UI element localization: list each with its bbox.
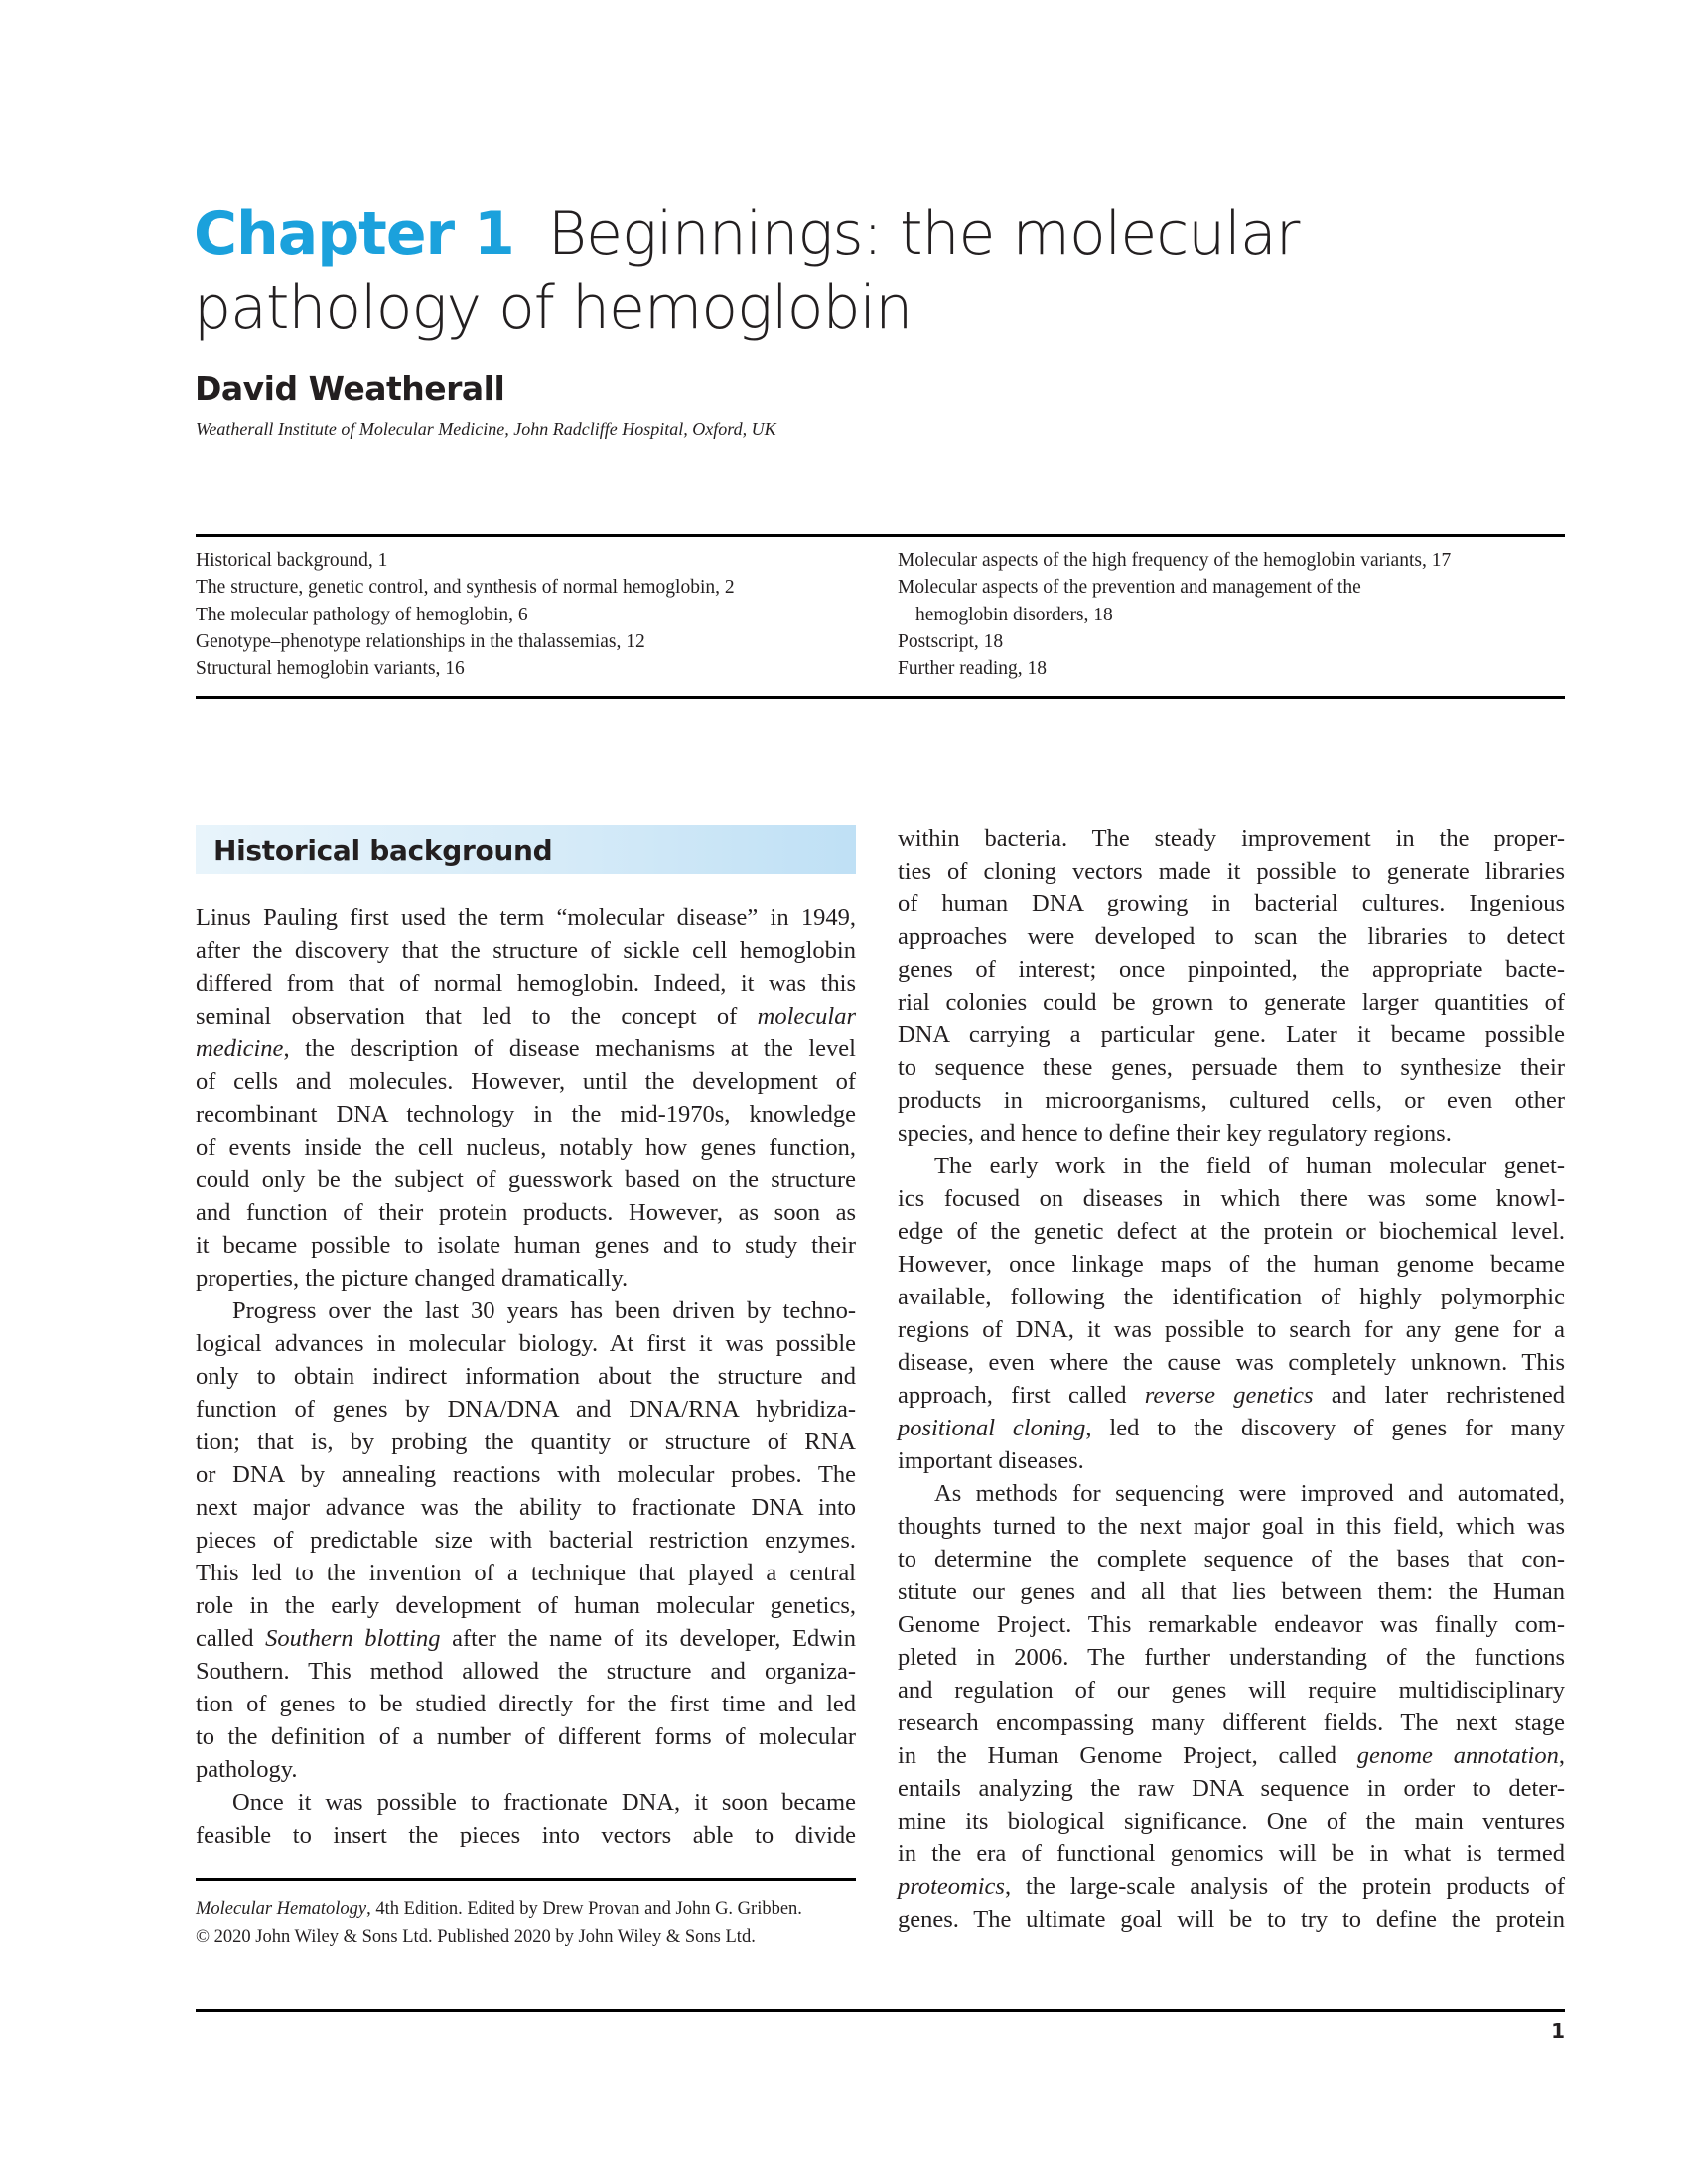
- body-text-line: [898, 1575, 1565, 1608]
- toc-bottom-rule: [196, 696, 1565, 699]
- body-text: available, following the identification of highly polymorphic: [898, 1284, 1565, 1310]
- body-text-line: [196, 1786, 856, 1819]
- body-text: Southern. This method allowed the structure and organiza-: [196, 1658, 856, 1685]
- body-text: , the large-scale analysis of the protein products of: [1004, 1873, 1565, 1900]
- body-text-line: [898, 1051, 1565, 1084]
- body-text-line: [196, 1655, 856, 1688]
- chapter-title-line-1: [194, 200, 1300, 269]
- body-text: in the Human Genome Project, called: [898, 1742, 1357, 1769]
- body-text: logical advances in molecular biology. At first it was possible: [196, 1330, 856, 1357]
- body-text: , the description of disease mechanisms at the level: [283, 1035, 856, 1062]
- body-text: This led to the invention of a technique that played a central: [196, 1560, 856, 1586]
- author-affiliation: Weatherall Institute of Molecular Medicine, John Radcliffe Hospital, Oxford, UK: [196, 419, 776, 439]
- body-text: Once it was possible to fractionate DNA, it soon became: [232, 1789, 856, 1816]
- chapter-number: Chapter 1: [194, 200, 514, 269]
- section-heading: Historical background: [213, 834, 553, 867]
- body-text-line: [898, 1248, 1565, 1281]
- page-bottom-rule: [196, 2009, 1565, 2012]
- body-text-line: [196, 1262, 856, 1295]
- body-text-line: [196, 1720, 856, 1753]
- body-text: stitute our genes and all that lies between them: the Human: [898, 1578, 1565, 1605]
- body-text-line: [898, 1739, 1565, 1772]
- body-text-line: [196, 1557, 856, 1589]
- body-text: research encompassing many different fields. The next stage: [898, 1709, 1565, 1736]
- body-text: approaches were developed to scan the libraries to detect: [898, 923, 1565, 950]
- body-text: after the discovery that the structure of sickle cell hemoglobin: [196, 937, 856, 964]
- footnote-line-1: [196, 1895, 802, 1923]
- body-text-line: [898, 1870, 1565, 1903]
- body-text-line: [196, 1098, 856, 1131]
- body-text-line: [196, 1000, 856, 1032]
- body-text-line: [196, 901, 856, 934]
- body-text-line: [898, 1379, 1565, 1412]
- chapter-title-text: Beginnings: the molecular: [547, 200, 1300, 269]
- toc-item[interactable]: The molecular pathology of hemoglobin, 6: [196, 604, 528, 625]
- body-text: thoughts turned to the next major goal in this field, which was: [898, 1513, 1565, 1540]
- page-number: 1: [1551, 2019, 1565, 2043]
- footnote-rule: [196, 1878, 856, 1881]
- emphasized-term: positional cloning: [898, 1415, 1086, 1441]
- body-text: However, once linkage maps of the human genome became: [898, 1251, 1565, 1278]
- body-text-line: [898, 1084, 1565, 1117]
- body-text-line: [196, 1688, 856, 1720]
- body-text-line: [898, 1215, 1565, 1248]
- body-text: and function of their protein products. However, as soon as: [196, 1199, 856, 1226]
- body-text: of events inside the cell nucleus, notably how genes function,: [196, 1134, 856, 1160]
- body-text-line: [898, 1150, 1565, 1182]
- toc-left-column: [196, 547, 735, 682]
- body-text-line: [196, 1065, 856, 1098]
- toc-item[interactable]: Molecular aspects of the high frequency of the hemoglobin variants, 17: [898, 550, 1452, 571]
- body-text: DNA carrying a particular gene. Later it became possible: [898, 1022, 1565, 1048]
- body-text-line: [898, 1477, 1565, 1510]
- toc-item[interactable]: The structure, genetic control, and synthesis of normal hemoglobin, 2: [196, 577, 735, 599]
- body-text-line: [898, 887, 1565, 920]
- body-text-line: [898, 953, 1565, 986]
- footnote-edition: , 4th Edition. Edited by Drew Provan and John G. Gribben.: [366, 1899, 802, 1919]
- body-text-line: [898, 1510, 1565, 1543]
- body-text: Linus Pauling first used the term “molecular disease” in 1949,: [196, 904, 856, 931]
- body-text: entails analyzing the raw DNA sequence in order to deter-: [898, 1775, 1565, 1802]
- emphasized-term: molecular: [757, 1003, 856, 1029]
- body-text: pleted in 2006. The further understanding of the functions: [898, 1644, 1565, 1671]
- toc-item[interactable]: Postscript, 18: [898, 630, 1004, 652]
- body-text: to the definition of a number of different forms of molecular: [196, 1723, 856, 1750]
- body-text-line: [898, 1674, 1565, 1706]
- body-text-line: [196, 1327, 856, 1360]
- body-text: next major advance was the ability to fractionate DNA into: [196, 1494, 856, 1521]
- body-text-line: [898, 1706, 1565, 1739]
- body-text: Progress over the last 30 years has been driven by techno-: [232, 1297, 856, 1324]
- body-text-line: [898, 1019, 1565, 1051]
- body-text-line: [898, 1412, 1565, 1444]
- body-text: role in the early development of human molecular genetics,: [196, 1592, 856, 1619]
- body-text-line: [196, 967, 856, 1000]
- toc-right-column: [898, 547, 1451, 682]
- body-text-line: [196, 1393, 856, 1426]
- footnote-line-2: © 2020 John Wiley & Sons Ltd. Published 2020 by John Wiley & Sons Ltd.: [196, 1927, 756, 1947]
- body-text: disease, even where the cause was completely unknown. This: [898, 1349, 1565, 1376]
- body-text-line: [196, 1131, 856, 1163]
- body-right-column: [898, 822, 1565, 1936]
- body-text: Genome Project. This remarkable endeavor was finally com-: [898, 1611, 1565, 1638]
- body-text: in the era of functional genomics will be in what is termed: [898, 1841, 1565, 1867]
- body-text: rial colonies could be grown to generate larger quantities of: [898, 989, 1565, 1016]
- body-text-line: [196, 1196, 856, 1229]
- emphasized-term: reverse genetics: [1144, 1382, 1314, 1409]
- body-text-line: [196, 1589, 856, 1622]
- body-text: pathology.: [196, 1756, 298, 1783]
- body-text: important diseases.: [898, 1447, 1084, 1474]
- body-text-line: [196, 1163, 856, 1196]
- body-text-line: [898, 1543, 1565, 1575]
- body-text: approach, first called: [898, 1382, 1145, 1409]
- body-text-line: [898, 1838, 1565, 1870]
- body-text-line: [898, 1313, 1565, 1346]
- toc-item[interactable]: Further reading, 18: [898, 658, 1048, 680]
- body-text-line: [196, 1360, 856, 1393]
- body-text: could only be the subject of guesswork based on the structure: [196, 1166, 856, 1193]
- body-text: of cells and molecules. However, until the development of: [196, 1068, 856, 1095]
- toc-item[interactable]: Molecular aspects of the prevention and management of the: [898, 577, 1361, 599]
- body-text: called: [196, 1625, 266, 1652]
- body-text: pieces of predictable size with bacterial restriction enzymes.: [196, 1527, 856, 1554]
- body-text: it became possible to isolate human genes and to study their: [196, 1232, 856, 1259]
- body-text: to sequence these genes, persuade them to synthesize their: [898, 1054, 1565, 1081]
- body-text: seminal observation that led to the concept of: [196, 1003, 758, 1029]
- body-text-line: [196, 1622, 856, 1655]
- body-text: and later rechristened: [1313, 1382, 1566, 1409]
- toc-item[interactable]: Structural hemoglobin variants, 16: [196, 658, 465, 680]
- body-text-line: [898, 1608, 1565, 1641]
- body-text: feasible to insert the pieces into vectors able to divide: [196, 1822, 856, 1848]
- toc-item[interactable]: Genotype–phenotype relationships in the thalassemias, 12: [196, 630, 645, 652]
- emphasized-term: Southern blotting: [265, 1625, 441, 1652]
- body-text-line: [196, 1426, 856, 1458]
- body-text-line: [898, 855, 1565, 887]
- body-text-line: [196, 1753, 856, 1786]
- body-text-line: [196, 1524, 856, 1557]
- body-text: and regulation of our genes will require multidisciplinary: [898, 1677, 1565, 1704]
- section-heading-box: [196, 825, 856, 874]
- body-text: after the name of its developer, Edwin: [440, 1625, 856, 1652]
- body-text: function of genes by DNA/DNA and DNA/RNA hybridiza-: [196, 1396, 856, 1423]
- body-text: species, and hence to define their key regulatory regions.: [898, 1120, 1452, 1147]
- body-text: tion of genes to be studied directly for the first time and led: [196, 1691, 856, 1717]
- body-text-line: [898, 1346, 1565, 1379]
- body-left-column: [196, 901, 856, 1851]
- body-text: ics focused on diseases in which there was some knowl-: [898, 1185, 1565, 1212]
- body-text-line: [898, 1281, 1565, 1313]
- body-text: within bacteria. The steady improvement in the proper-: [898, 825, 1565, 852]
- body-text-line: [898, 920, 1565, 953]
- body-text: tion; that is, by probing the quantity or structure of RNA: [196, 1429, 856, 1455]
- body-text: only to obtain indirect information about the structure and: [196, 1363, 856, 1390]
- body-text-line: [196, 934, 856, 967]
- book-title: Molecular Hematology: [196, 1899, 367, 1919]
- body-text-line: [898, 822, 1565, 855]
- body-text: As methods for sequencing were improved and automated,: [934, 1480, 1565, 1507]
- body-text: or DNA by annealing reactions with molecular probes. The: [196, 1461, 856, 1488]
- body-text: The early work in the field of human molecular genet-: [934, 1153, 1565, 1179]
- body-text: recombinant DNA technology in the mid-1970s, knowledge: [196, 1101, 856, 1128]
- body-text: genes. The ultimate goal will be to try to define the protein: [898, 1906, 1565, 1933]
- toc-item-continuation[interactable]: hemoglobin disorders, 18: [915, 604, 1113, 625]
- body-text: regions of DNA, it was possible to search for any gene for a: [898, 1316, 1565, 1343]
- body-text-line: [898, 1444, 1565, 1477]
- body-text-line: [196, 1491, 856, 1524]
- body-text-line: [196, 1229, 856, 1262]
- chapter-title-line-2: pathology of hemoglobin: [194, 273, 913, 342]
- body-text: products in microorganisms, cultured cells, or even other: [898, 1087, 1565, 1114]
- body-text: , led to the discovery of genes for many: [1085, 1415, 1565, 1441]
- body-text: to determine the complete sequence of the bases that con-: [898, 1546, 1565, 1572]
- emphasized-term: genome annotation: [1356, 1742, 1559, 1769]
- body-text: genes of interest; once pinpointed, the appropriate bacte-: [898, 956, 1565, 983]
- body-text-line: [898, 1772, 1565, 1805]
- author-name: David Weatherall: [195, 369, 505, 408]
- body-text-line: [898, 1805, 1565, 1838]
- body-text-line: [898, 986, 1565, 1019]
- body-text-line: [898, 1641, 1565, 1674]
- body-text-line: [196, 1295, 856, 1327]
- body-text: ties of cloning vectors made it possible to generate libraries: [898, 858, 1565, 885]
- body-text-line: [898, 1182, 1565, 1215]
- body-text-line: [196, 1819, 856, 1851]
- toc-item[interactable]: Historical background, 1: [196, 550, 388, 571]
- body-text: properties, the picture changed dramatically.: [196, 1265, 629, 1292]
- emphasized-term: medicine: [196, 1035, 284, 1062]
- body-text-line: [898, 1117, 1565, 1150]
- body-text: edge of the genetic defect at the protein or biochemical level.: [898, 1218, 1565, 1245]
- body-text: of human DNA growing in bacterial cultures. Ingenious: [898, 890, 1565, 917]
- body-text: mine its biological significance. One of the main ventures: [898, 1808, 1565, 1835]
- emphasized-term: proteomics: [898, 1873, 1005, 1900]
- toc-top-rule: [196, 534, 1565, 537]
- body-text-line: [196, 1032, 856, 1065]
- body-text: differed from that of normal hemoglobin. Indeed, it was this: [196, 970, 856, 997]
- body-text-line: [898, 1903, 1565, 1936]
- body-text-line: [196, 1458, 856, 1491]
- body-text: ,: [1558, 1742, 1565, 1769]
